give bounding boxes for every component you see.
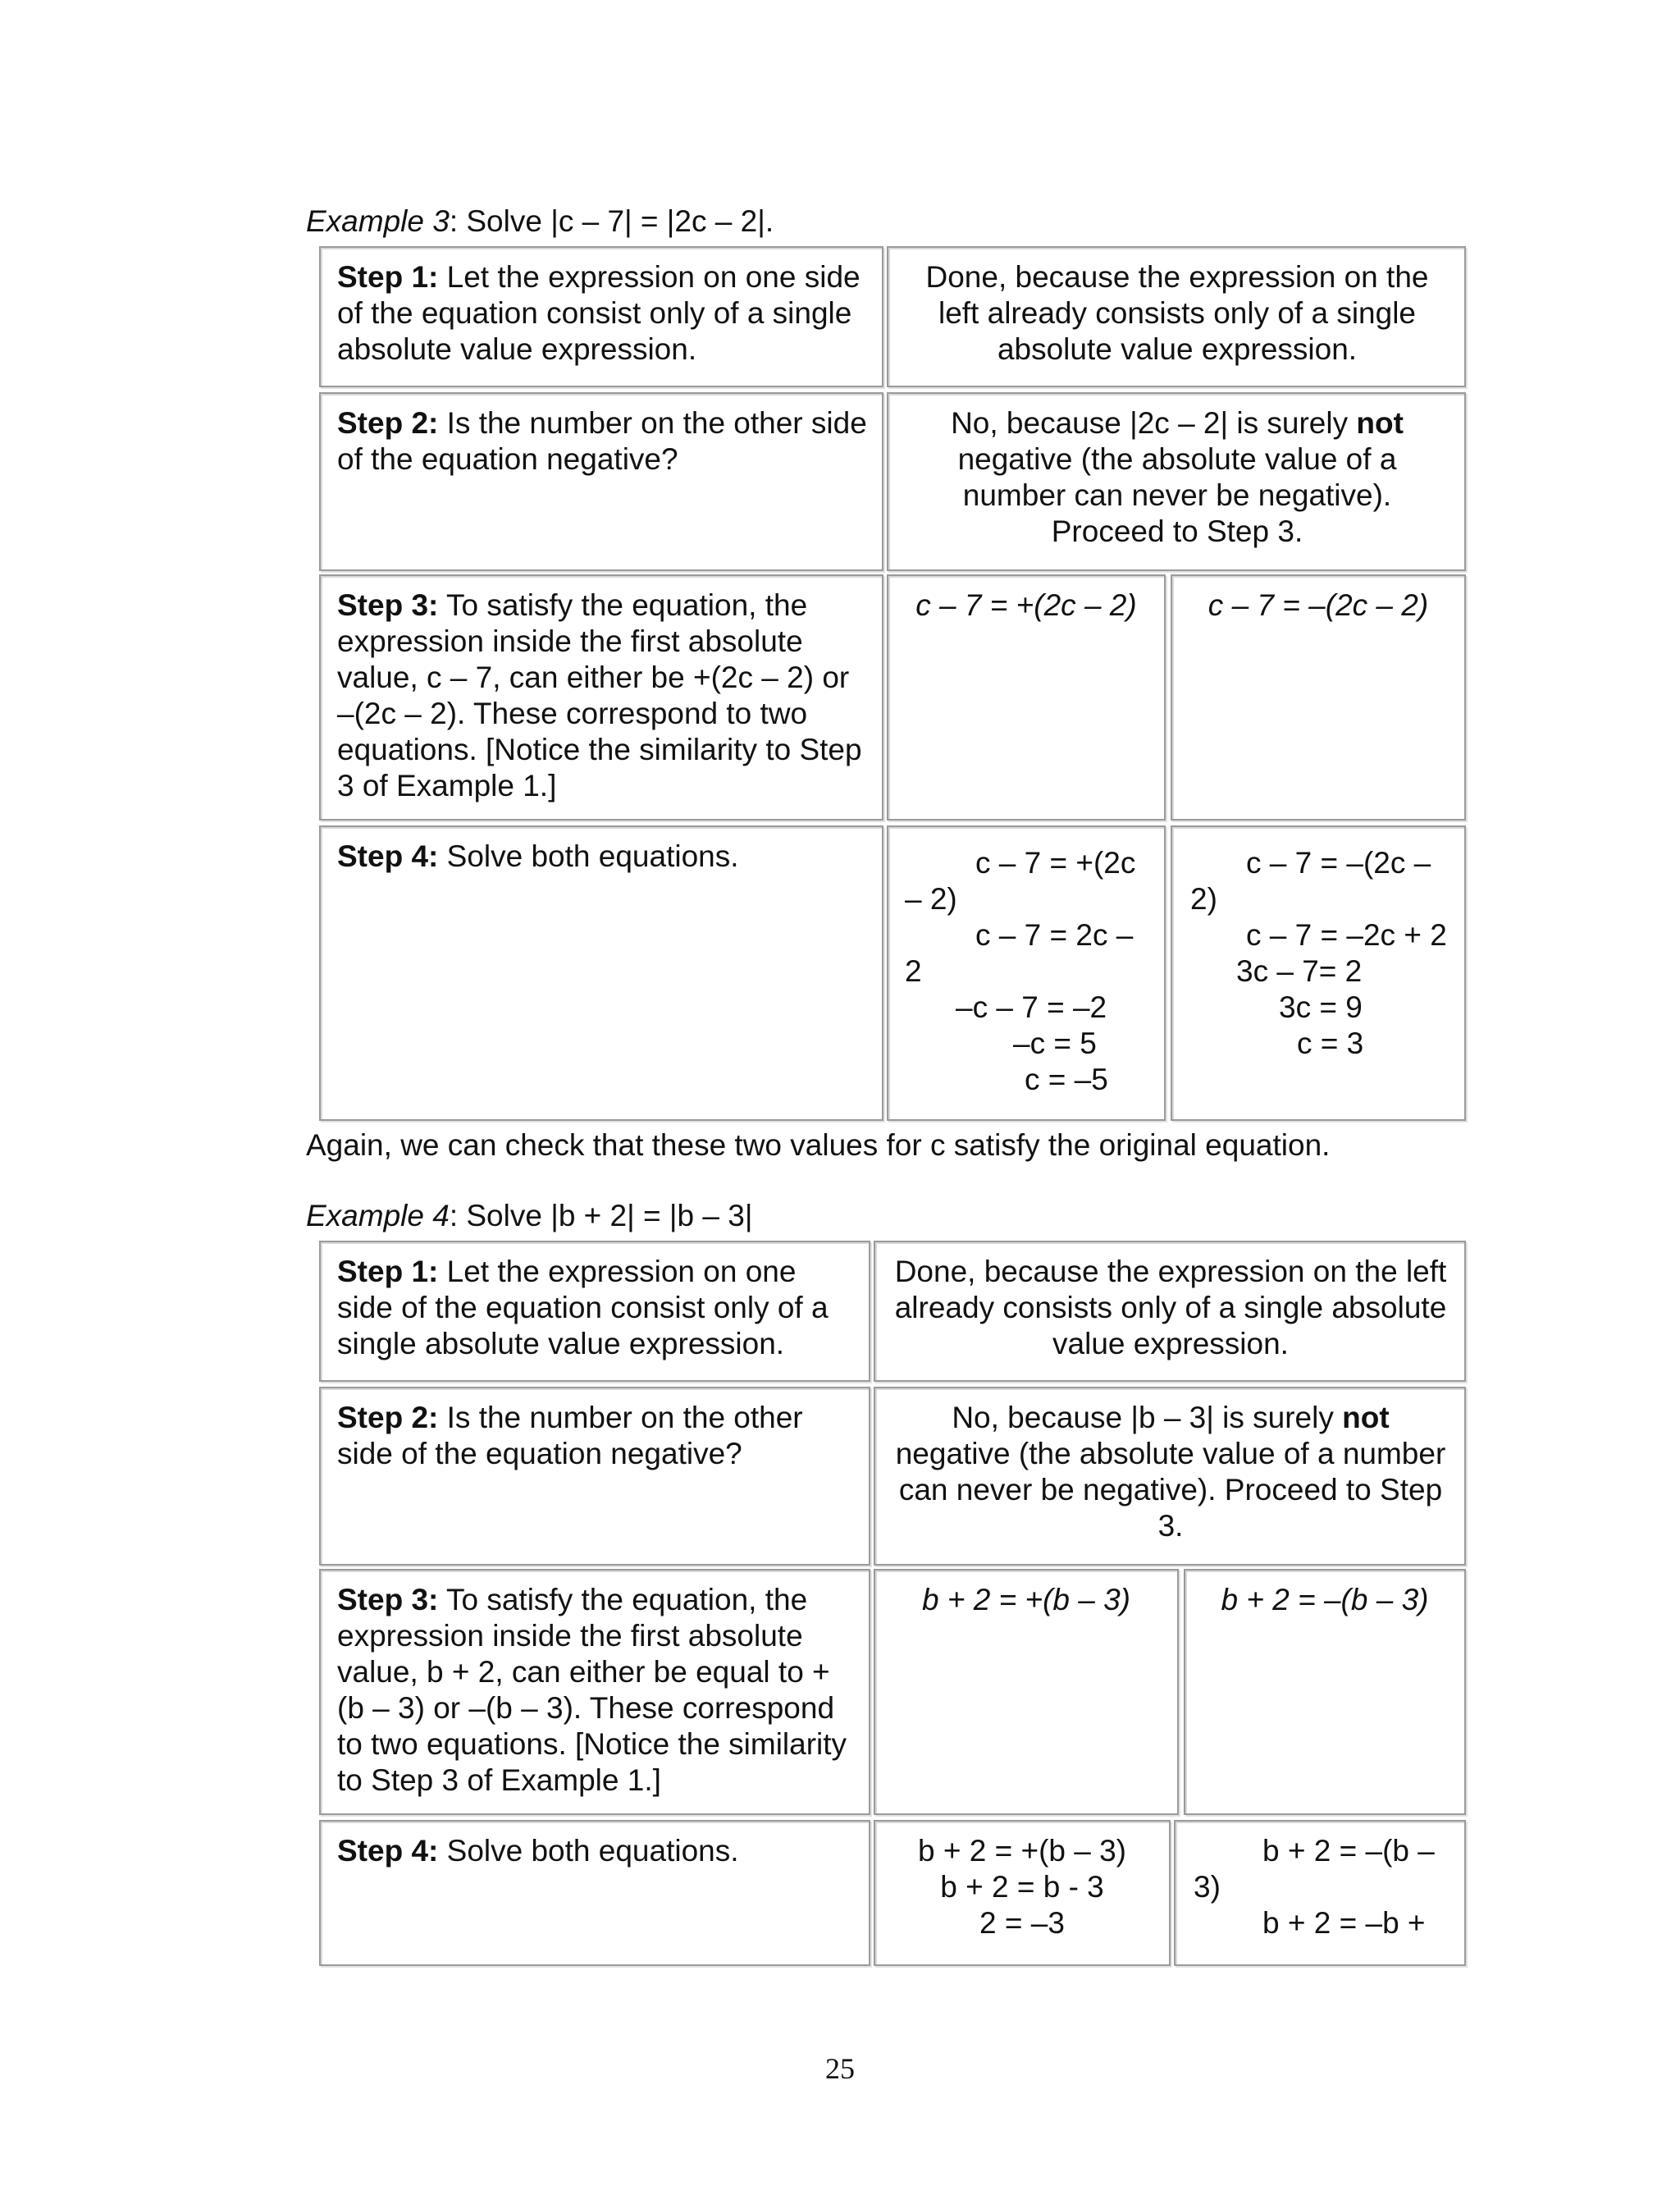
- step-result-post: negative (the absolute value of a number can never be negative). Proceed to Step 3.: [895, 1437, 1446, 1543]
- example4-step3-eq-left: [874, 1569, 1179, 1815]
- step-text: Solve both equations.: [446, 1834, 739, 1868]
- example4-step1-result: [874, 1241, 1466, 1382]
- step-result: Done, because the expression on the left already consists only of a single absolute value expression.: [894, 1255, 1447, 1360]
- work-line: – 2): [905, 882, 957, 916]
- example4-step4-cell: [319, 1820, 870, 1966]
- work-line: 2: [905, 954, 922, 988]
- work-line: c = 3: [1297, 1026, 1364, 1060]
- work-line: c = –5: [1025, 1063, 1108, 1096]
- step-text: Let the expression on one side of the equation consist only of a single absolute value expression.: [337, 1255, 829, 1360]
- work-line: c – 7 = –2c + 2: [1246, 918, 1447, 952]
- step-label: Step 3:: [337, 588, 439, 622]
- equation: b + 2 = –(b – 3): [1221, 1583, 1429, 1616]
- work-line: c – 7 = 2c –: [975, 918, 1134, 952]
- example3-step2-result: [887, 392, 1466, 571]
- work-line: b + 2 = –(b –: [1262, 1834, 1435, 1868]
- step-result-post: negative (the absolute value of a number can never be negative). Proceed to Step 3.: [957, 442, 1397, 548]
- example3-step4-right: [1171, 825, 1466, 1121]
- example3-step1-cell: [319, 246, 883, 387]
- equation: c – 7 = –(2c – 2): [1208, 588, 1429, 622]
- step-label: Step 2:: [337, 406, 439, 440]
- step-text: To satisfy the equation, the expression inside the first absolute value, b + 2, can either be equal to +(b – 3) or –(b – 3). These correspond to two equations. [Notice the similarity to Step 3 of Example 1.]: [337, 1583, 847, 1797]
- example3-caption: [306, 203, 774, 240]
- work-line: 2 = –3: [979, 1906, 1065, 1940]
- work-line: –c – 7 = –2: [956, 990, 1107, 1024]
- example4-step3-eq-right: [1184, 1569, 1466, 1815]
- example3-step4-left: [887, 825, 1166, 1121]
- equation: b + 2 = +(b – 3): [921, 1583, 1131, 1616]
- step-label: Step 1:: [337, 1255, 439, 1288]
- equation: c – 7 = +(2c – 2): [915, 588, 1137, 622]
- example3-caption-text: : Solve |c – 7| = |2c – 2|.: [449, 204, 774, 238]
- work-line: c – 7 = +(2c: [975, 846, 1136, 880]
- example3-step3-eq-left: [887, 574, 1166, 821]
- example4-caption: [306, 1198, 752, 1234]
- step-result-bold: not: [1342, 1401, 1390, 1434]
- step-text: To satisfy the equation, the expression inside the first absolute value, c – 7, can either be +(2c – 2) or –(2c – 2). These correspond to two equations. [Notice the similarity to Step 3 of Example 1.]: [337, 588, 862, 802]
- example4-step2-cell: [319, 1387, 870, 1566]
- work-line: 2): [1190, 882, 1217, 916]
- example3-caption-label: Example 3: [306, 204, 450, 238]
- work-line: 3c – 7= 2: [1236, 954, 1363, 988]
- step-result-bold: not: [1356, 406, 1404, 440]
- step-label: Step 2:: [337, 1401, 439, 1434]
- example4-caption-text: : Solve |b + 2| = |b – 3|: [449, 1199, 753, 1232]
- step-text: Is the number on the other side of the equation negative?: [337, 1401, 803, 1470]
- work-line: c – 7 = –(2c –: [1246, 846, 1431, 880]
- example4-step2-result: [874, 1387, 1466, 1566]
- work-line: b + 2 = +(b – 3): [917, 1834, 1127, 1868]
- step-result-pre: No, because |b – 3| is surely: [952, 1401, 1343, 1434]
- example3-step3-eq-right: [1171, 574, 1466, 821]
- step-text: Solve both equations.: [446, 839, 739, 873]
- step-label: Step 4:: [337, 839, 439, 873]
- example3-step1-result: [887, 246, 1466, 387]
- example4-step3-cell: [319, 1569, 870, 1815]
- work-line: b + 2 = –b +: [1262, 1906, 1426, 1940]
- step-text: Is the number on the other side of the equation negative?: [337, 406, 867, 476]
- example3-step2-cell: [319, 392, 883, 571]
- check-paragraph: Again, we can check that these two values for c satisfy the original equation.: [306, 1128, 1331, 1162]
- work-line: –c = 5: [1013, 1026, 1097, 1060]
- example4-step4-left: [874, 1820, 1171, 1966]
- work-line: 3): [1194, 1870, 1221, 1904]
- work-line: 3c = 9: [1279, 990, 1363, 1024]
- example3-step3-cell: [319, 574, 883, 821]
- step-label: Step 3:: [337, 1583, 439, 1616]
- step-result: Done, because the expression on the left already consists only of a single absolute value expression.: [925, 260, 1429, 366]
- example4-caption-label: Example 4: [306, 1199, 450, 1232]
- example4-step1-cell: [319, 1241, 870, 1382]
- step-label: Step 1:: [337, 260, 439, 294]
- step-result-pre: No, because |2c – 2| is surely: [951, 406, 1357, 440]
- example3-step4-cell: [319, 825, 883, 1121]
- example4-step4-right: [1174, 1820, 1466, 1966]
- step-text: Let the expression on one side of the equation consist only of a single absolute value expression.: [337, 260, 861, 366]
- page-number: 25: [825, 2052, 855, 2085]
- work-line: b + 2 = b - 3: [940, 1870, 1104, 1904]
- step-label: Step 4:: [337, 1834, 439, 1868]
